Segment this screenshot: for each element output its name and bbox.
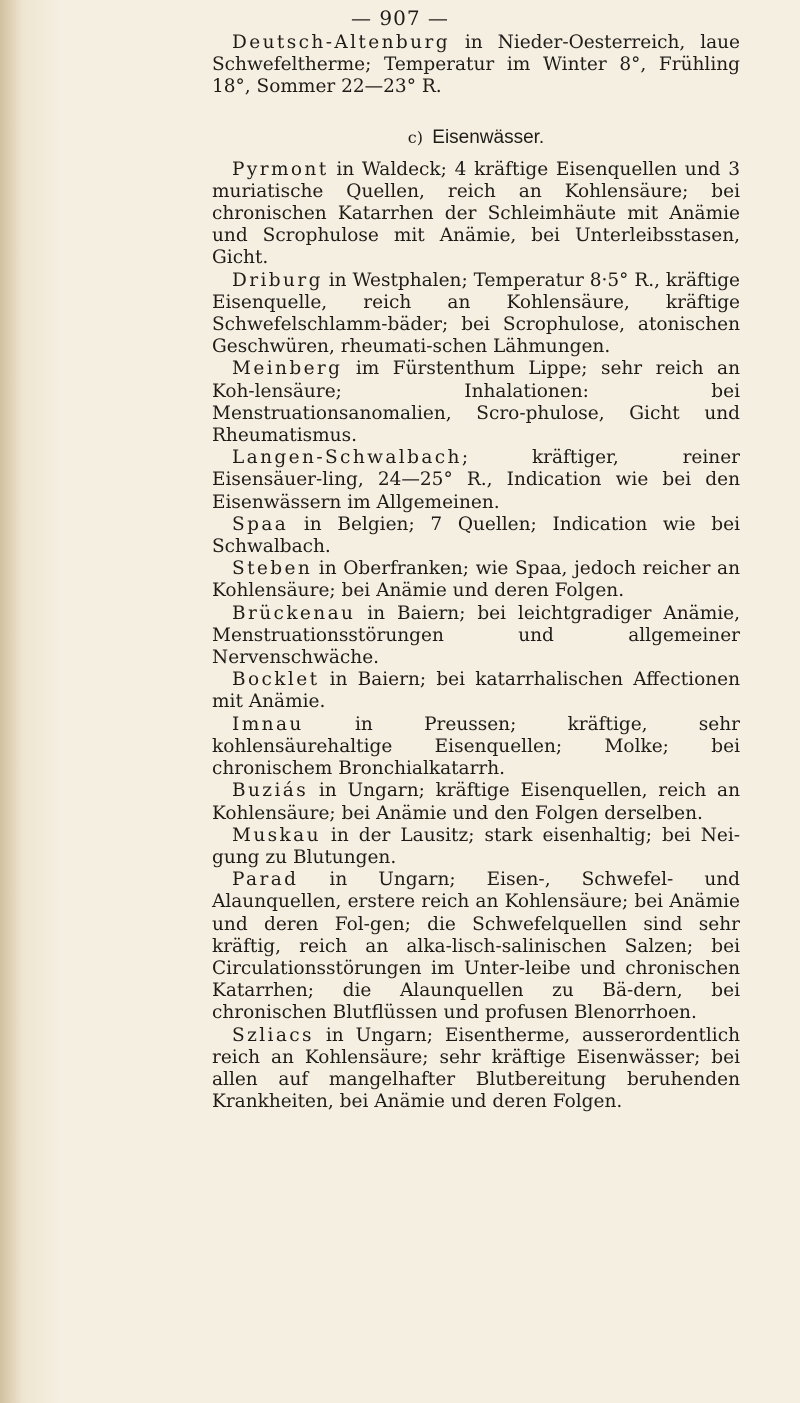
spa-description: in Belgien; 7 Quellen; Indication wie bei Schwalbach. <box>212 513 740 558</box>
section-heading <box>212 127 740 149</box>
spa-entry <box>212 358 740 447</box>
spa-name: Brückenau <box>232 602 356 624</box>
spa-name: Steben <box>232 558 313 580</box>
spa-description: in Ungarn; Eisen-, Schwefel- und Alaunquellen, erstere reich an Kohlensäure; bei Anämie und deren Fol-gen; die Schwefelquellen sind sehr kräftig, reich an alka-lisch-salinischen Salzen; bei Circulationsstörungen im Unter-leibe und chronischen Katarrhen; die Alaunquellen zu Bä-dern, bei chronischen Blutflüssen und profusen Blenorrhoen. <box>212 869 740 1024</box>
section-letter: c) <box>407 127 423 147</box>
spa-entry <box>212 603 740 670</box>
spa-entry <box>212 270 740 359</box>
page-number: — 907 — <box>351 6 449 30</box>
spa-entry <box>212 1025 740 1114</box>
spa-description: in Oberfranken; wie Spaa, jedoch reicher an Kohlensäure; bei Anämie und deren Folgen. <box>212 558 740 602</box>
spa-entry <box>212 669 740 713</box>
spa-entry <box>212 514 740 558</box>
spa-description: in Baiern; bei katarrhalischen Affectionen mit Anämie. <box>212 669 740 713</box>
spa-entry <box>212 825 740 869</box>
spa-description: ; kräftiger, reiner Eisensäuer-ling, 24—25° R., Indication wie bei den Eisenwässern im Allgemeinen. <box>212 447 740 513</box>
spa-name: Driburg <box>232 269 323 291</box>
spa-name: Pyrmont <box>232 158 329 180</box>
spa-name: Parad <box>232 869 299 891</box>
spa-description: in Nieder-Oesterreich, laue Schwefeltherme; Temperatur im Winter 8°, Frühling 18°, Sommer 22—23° R. <box>212 32 740 98</box>
spa-description: in Westphalen; Temperatur 8·5° R., kräftige Eisenquelle, reich an Kohlensäure, kräftige Schwefelschlamm-bäder; bei Scrophulose, atonischen Geschwüren, rheumati-schen Lähmungen. <box>212 269 740 358</box>
spa-name: Szliacs <box>232 1024 314 1046</box>
spa-description: in der Lausitz; stark eisenhaltig; bei Nei-gung zu Blutungen. <box>212 824 740 868</box>
spa-description: in Ungarn; Eisentherme, ausserordentlich reich an Kohlensäure; sehr kräftige Eisenwässer; bei allen auf mangelhafter Blutbereitung beruhenden Krankheiten, bei Anämie und deren Folgen. <box>212 1024 740 1113</box>
spa-entry <box>212 159 740 270</box>
spa-entry <box>212 714 740 781</box>
section-title: Eisenwässer. <box>432 126 545 148</box>
spa-name: Langen-Schwalbach <box>232 447 462 469</box>
intro-paragraph <box>212 32 740 99</box>
spa-name: Deutsch-Altenburg <box>232 32 450 53</box>
spa-name: Imnau <box>232 713 304 735</box>
text-column <box>212 32 740 1113</box>
spa-description: in Preussen; kräftige, sehr kohlensäurehaltige Eisenquellen; Molke; bei chronischem Bronchialkatarrh. <box>212 713 740 780</box>
spa-entry <box>212 558 740 602</box>
spa-name: Spaa <box>232 513 289 535</box>
spine-shadow <box>0 0 22 1403</box>
spa-description: in Baiern; bei leichtgradiger Anämie, Menstruationsstörungen und allgemeiner Nervenschwäche. <box>212 602 740 669</box>
entry-list <box>212 159 740 1114</box>
spa-name: Meinberg <box>232 358 343 380</box>
spa-entry <box>212 780 740 824</box>
spa-description: in Ungarn; kräftige Eisenquellen, reich an Kohlensäure; bei Anämie und den Folgen derselben. <box>212 780 740 824</box>
spa-description: in Waldeck; 4 kräftige Eisenquellen und 3 muriatische Quellen, reich an Kohlensäure; bei chronischen Katarrhen der Schleimhäute mit Anämie und Scrophulose mit Anämie, bei Unterleibsstasen, Gicht. <box>212 158 740 269</box>
spa-entry <box>212 869 740 1024</box>
spa-name: Muskau <box>232 824 321 846</box>
spa-description: im Fürstenthum Lippe; sehr reich an Koh-lensäure; Inhalationen: bei Menstruationsanomalien, Scro-phulose, Gicht und Rheumatismus. <box>212 358 740 447</box>
spa-name: Bocklet <box>232 669 320 691</box>
spa-name: Buziás <box>232 780 309 802</box>
spa-entry <box>212 447 740 514</box>
